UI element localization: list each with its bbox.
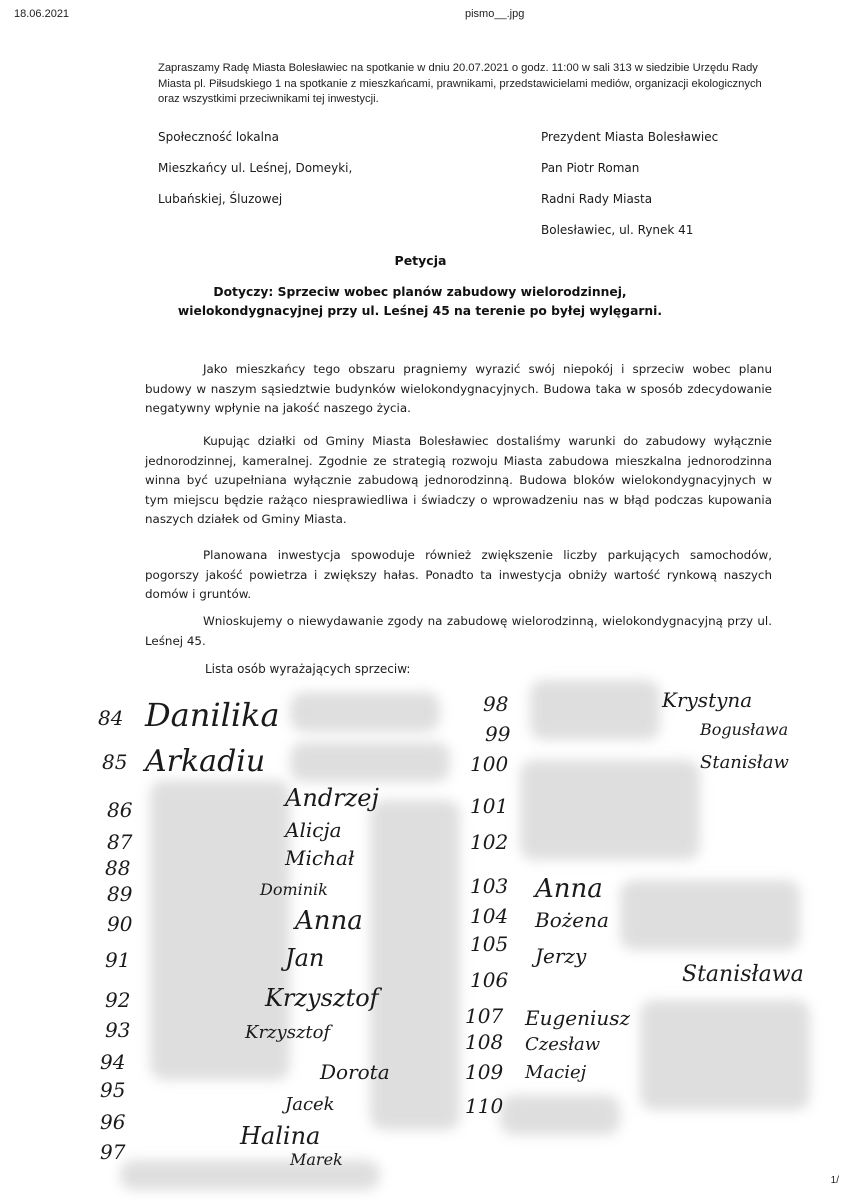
redaction-blur <box>500 1095 620 1135</box>
recipient-block <box>541 128 718 252</box>
signature-number: 97 <box>100 1140 126 1164</box>
recipient-line: Bolesławiec, ul. Rynek 41 <box>541 223 694 237</box>
page-number: 1/ <box>830 1175 839 1186</box>
signature: Maciej <box>525 1062 587 1083</box>
signature-number: 84 <box>98 706 124 730</box>
document-title: Petycja <box>394 253 447 268</box>
signature-number: 96 <box>100 1110 126 1134</box>
signature: Bożena <box>535 908 609 932</box>
signature: Jerzy <box>535 944 587 968</box>
signature: Michał <box>285 846 355 870</box>
signature: Krzysztof <box>245 1022 331 1043</box>
signature: Marek <box>290 1150 343 1169</box>
signature-number: 94 <box>100 1050 126 1074</box>
signature: Danilika <box>145 696 280 734</box>
signature-number: 88 <box>105 856 131 880</box>
redaction-blur <box>520 760 700 860</box>
signature: Bogusława <box>700 720 789 739</box>
signature: Krzysztof <box>265 984 379 1012</box>
signature-number: 103 <box>470 874 509 898</box>
signature: Eugeniusz <box>525 1006 631 1030</box>
signature: Alicja <box>285 818 342 842</box>
signature-number: 104 <box>470 904 509 928</box>
signature: Anna <box>535 874 603 904</box>
signature: Halina <box>240 1122 321 1150</box>
signature-number: 108 <box>465 1030 504 1054</box>
signature-number: 93 <box>105 1018 131 1042</box>
signature-number: 98 <box>483 692 509 716</box>
signature: Anna <box>295 906 363 936</box>
document-subject: Dotyczy: Sprzeciw wobec planów zabudowy wielorodzinnej, wielokondygnacyjnej przy ul. Leśnej 45 na terenie po byłej wylęgarni. <box>177 285 663 318</box>
signature: Krystyna <box>662 688 753 712</box>
signature-number: 85 <box>102 750 128 774</box>
signature-number: 105 <box>470 932 509 956</box>
recipient-line: Radni Rady Miasta <box>541 192 653 206</box>
signature-number: 89 <box>107 882 133 906</box>
paragraph: Kupując działki od Gminy Miasta Bolesławiec dostaliśmy warunki do zabudowy wyłącznie jednorodzinnej, kameralnej. Zgodnie ze strategią rozwoju Miasta zabudowa mieszkalna jednorodzinna winna być uzupełniana wyłącznie zabudową jednorodzinną. Budowa bloków wielokondygnacyjnych w tym miejscu będzie rażąco niesprawiedliwa i świadczy o wprowadzeniu nas w błąd podczas kupowania naszych działek od Gminy Miasta. <box>145 434 772 526</box>
sender-line: Lubańskiej, Śluzowej <box>158 192 283 206</box>
sender-line: Społeczność lokalna <box>158 130 279 144</box>
signature: Dorota <box>320 1060 390 1084</box>
signature-number: 86 <box>107 798 133 822</box>
paragraph: Jako mieszkańcy tego obszaru pragniemy wyrazić swój niepokój i sprzeciw wobec planu budowy w naszym sąsiedztwie budynków wielokondygnacyjnych. Budowa taka w sposób zdecydowanie negatywny wpłynie na jakość naszego życia. <box>145 362 772 415</box>
invitation-text: Zapraszamy Radę Miasta Bolesławiec na spotkanie w dniu 20.07.2021 o godz. 11:00 w sali 313 w siedzibie Urzędu Rady Miasta pl. Piłsudskiego 1 na spotkanie z mieszkańcami, prawnikami, przedstawicielami mediów, organizacji ekologicznych oraz wszystkimi przeciwnikami tej inwestycji. <box>158 62 762 105</box>
recipient-line: Prezydent Miasta Bolesławiec <box>541 130 719 144</box>
signature: Czesław <box>525 1034 601 1055</box>
signature-number: 90 <box>107 912 133 936</box>
redaction-blur <box>620 880 800 950</box>
signature-number: 100 <box>470 752 509 776</box>
signature: Jacek <box>285 1094 335 1115</box>
signature: Andrzej <box>285 784 379 812</box>
signature-number: 87 <box>107 830 133 854</box>
recipient-line: Pan Piotr Roman <box>541 161 640 175</box>
signature-number: 106 <box>470 968 509 992</box>
signature: Dominik <box>260 880 328 899</box>
signature-number: 109 <box>465 1060 504 1084</box>
signature: Stanisław <box>700 752 789 773</box>
paragraph: Planowana inwestycja spowoduje również zwiększenie liczby parkujących samochodów, pogorszy jakość powietrza i zwiększy hałas. Ponadto ta inwestycja obniży wartość rynkową naszych domów i gruntów. <box>145 548 772 601</box>
print-date: 18.06.2021 <box>14 8 70 20</box>
signature-number: 99 <box>485 722 511 746</box>
signature-number: 107 <box>465 1004 504 1028</box>
sender-line: Mieszkańcy ul. Leśnej, Domeyki, <box>158 161 353 175</box>
signature: Stanisława <box>682 962 804 987</box>
redaction-blur <box>530 680 660 740</box>
redaction-blur <box>290 692 440 732</box>
signature-number: 95 <box>100 1078 126 1102</box>
redaction-blur <box>290 742 450 782</box>
signature: Jan <box>285 944 325 972</box>
signature-number: 92 <box>105 988 131 1012</box>
signature-number: 101 <box>470 794 509 818</box>
file-name: pismo__.jpg <box>465 8 525 20</box>
signature-number: 102 <box>470 830 509 854</box>
signature: Arkadiu <box>145 744 266 779</box>
redaction-blur <box>640 1000 810 1110</box>
signature-number: 110 <box>465 1094 504 1118</box>
paragraph: Wnioskujemy o niewydawanie zgody na zabudowę wielorodzinną, wielokondygnacyjną przy ul. Leśnej 45. <box>145 614 772 648</box>
sender-block <box>158 128 352 221</box>
signature-list-label: Lista osób wyrażających sprzeciw: <box>205 662 411 676</box>
signature-number: 91 <box>105 948 131 972</box>
